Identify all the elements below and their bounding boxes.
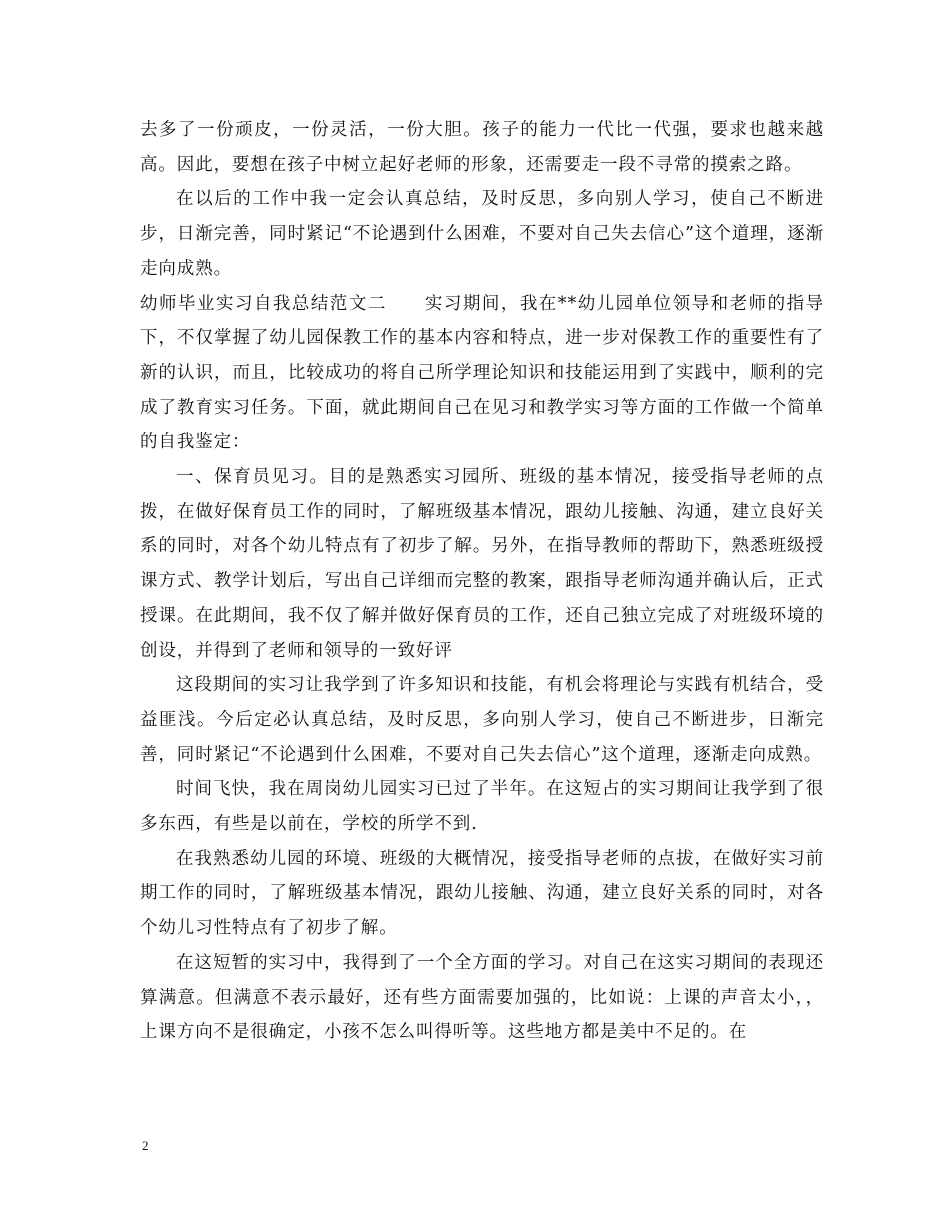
paragraph-6: 时间飞快，我在周岗幼儿园实习已过了半年。在这短占的实习期间让我学到了很多东西，有些是以前在，学校的所学不到. bbox=[140, 779, 824, 835]
page-number: 2 bbox=[142, 1138, 149, 1153]
body-text bbox=[140, 113, 824, 1050]
paragraph-1: 去多了一份顽皮，一份灵活，一份大胆。孩子的能力一代比一代强，要求也越来越高。因此，要想在孩子中树立起好老师的形象，还需要走一段不寻常的摸索之路。 bbox=[140, 120, 824, 175]
paragraph-4: 一、保育员见习。目的是熟悉实习园所、班级的基本情况，接受指导老师的点拨，在做好保育员工作的同时，了解班级基本情况，跟幼儿接触、沟通，建立良好关系的同时，对各个幼儿特点有了初步了解。另外，在指导教师的帮助下，熟悉班级授课方式、教学计划后，写出自己详细而完整的教案，跟指导老师沟通并确认后，正式授课。在此期间，我不仅了解并做好保育员的工作，还自己独立完成了对班级环境的创设，并得到了老师和领导的一致好评 bbox=[140, 467, 824, 661]
paragraph-3-heading-and-body: 幼师毕业实习自我总结范文二 实习期间，我在**幼儿园单位领导和老师的指导下，不仅掌握了幼儿园保教工作的基本内容和特点，进一步对保教工作的重要性有了新的认识，而且，比较成功的将自己所学理论知识和技能运用到了实践中，顺利的完成了教育实习任务。下面，就此期间自己在见习和教学实习等方面的工作做一个简单的自我鉴定： bbox=[140, 293, 824, 453]
paragraph-5: 这段期间的实习让我学到了许多知识和技能，有机会将理论与实践有机结合，受益匪浅。今后定必认真总结，及时反思，多向别人学习，使自己不断进步，日渐完善，同时紧记“不论遇到什么困难，不要对自己失去信心”这个道理，逐渐走向成熟。 bbox=[140, 675, 824, 765]
paragraph-2: 在以后的工作中我一定会认真总结，及时反思，多向别人学习，使自己不断进步，日渐完善，同时紧记“不论遇到什么困难，不要对自己失去信心”这个道理，逐渐走向成熟。 bbox=[140, 189, 824, 279]
paragraph-8: 在这短暂的实习中，我得到了一个全方面的学习。对自己在这实习期间的表现还算满意。但满意不表示最好，还有些方面需要加强的，比如说：上课的声音太小，，上课方向不是很确定，小孩不怎么叫得听等。这些地方都是美中不足的。在 bbox=[140, 952, 824, 1043]
paragraph-7: 在我熟悉幼儿园的环境、班级的大概情况，接受指导老师的点拔，在做好实习前期工作的同时，了解班级基本情况，跟幼儿接触、沟通，建立良好关系的同时，对各个幼儿习性特点有了初步了解。 bbox=[140, 848, 824, 939]
